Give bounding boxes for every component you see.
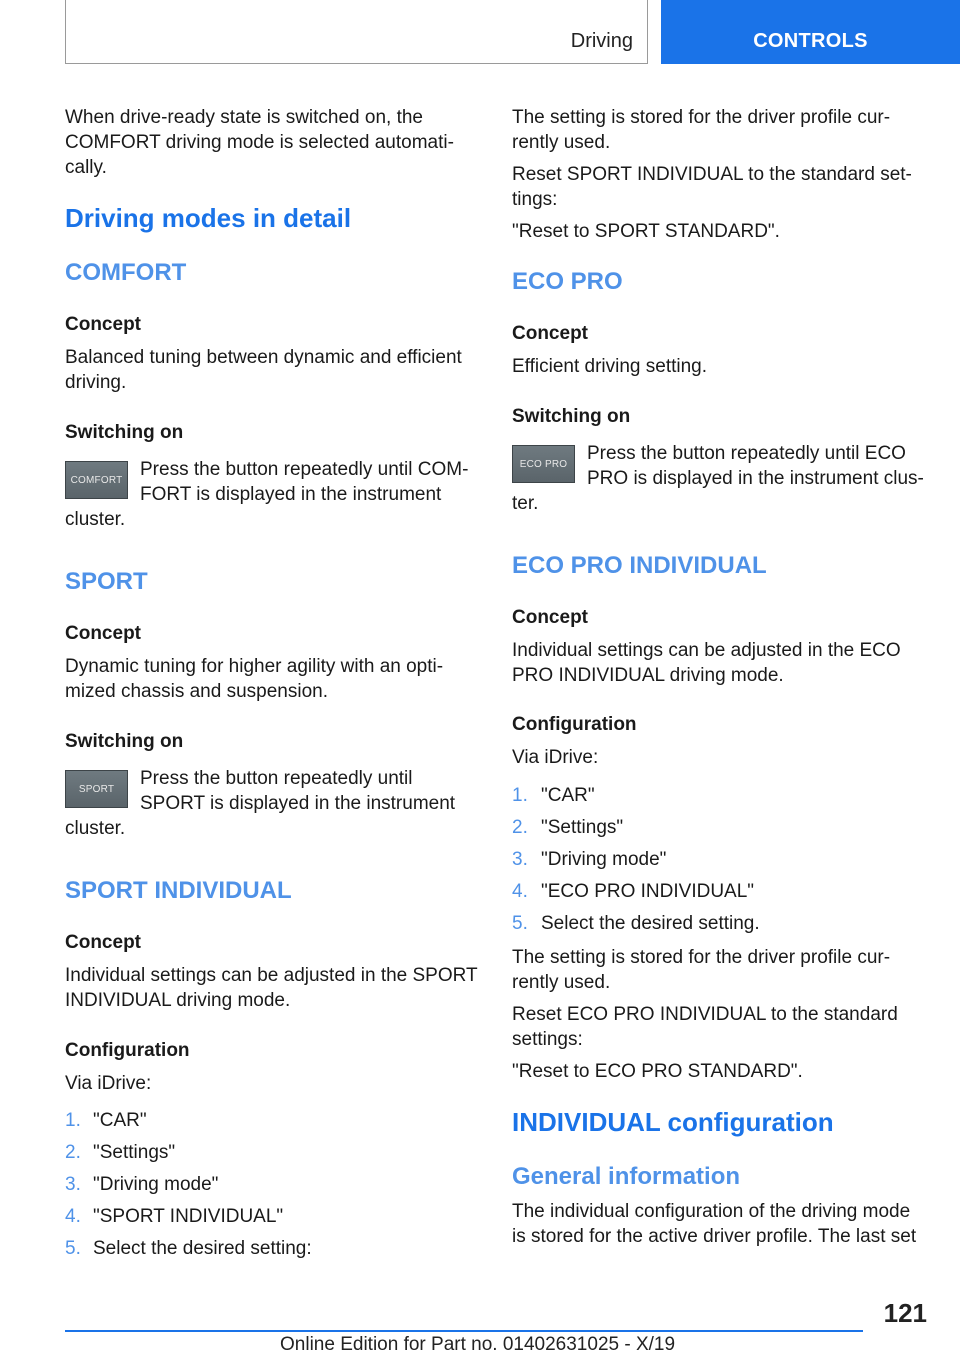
section-title: Driving modes in detail <box>65 203 352 233</box>
sport-button-icon: SPORT <box>65 770 128 808</box>
switch-text: ter. <box>512 493 539 514</box>
list-number: 4. <box>512 881 528 902</box>
eco-pro-button-icon: ECO PRO <box>512 445 575 483</box>
individual-configuration-title: INDIVIDUAL configuration <box>512 1107 834 1137</box>
reset-text: settings: <box>512 1029 583 1050</box>
header-section-box <box>65 0 648 64</box>
header-chapter-title: CONTROLS <box>753 30 868 52</box>
concept-label: Concept <box>65 932 141 953</box>
list-number: 4. <box>65 1206 81 1227</box>
list-item: Select the desired setting. <box>541 913 760 934</box>
list-number: 2. <box>512 817 528 838</box>
general-information-text: The individual configuration of the driving mode <box>512 1201 911 1222</box>
intro-line: When drive-ready state is switched on, the <box>65 107 424 128</box>
comfort-button-icon: COMFORT <box>65 461 128 499</box>
concept-label: Concept <box>512 607 588 628</box>
concept-text: Efficient driving setting. <box>512 356 708 377</box>
switching-on-label: Switching on <box>512 406 631 427</box>
list-number: 3. <box>512 849 528 870</box>
via-idrive: Via iDrive: <box>65 1073 152 1094</box>
footer-edition: Online Edition for Part no. 01402631025 - X/19 <box>280 1334 676 1355</box>
concept-text: Dynamic tuning for higher agility with an opti- <box>65 656 444 677</box>
configuration-label: Configuration <box>512 714 637 735</box>
list-item: "Settings" <box>93 1142 176 1163</box>
switch-text: Press the button repeatedly until <box>140 768 413 789</box>
general-information-heading: General information <box>512 1163 741 1190</box>
switch-text: cluster. <box>65 818 126 839</box>
switch-text: cluster. <box>65 509 126 530</box>
list-item: "Settings" <box>541 817 624 838</box>
concept-text: Individual settings can be adjusted in the SPORT <box>65 965 478 986</box>
page-number: 121 <box>883 1298 927 1328</box>
list-item: Select the desired setting: <box>93 1238 312 1259</box>
heading-sport: SPORT <box>65 568 148 595</box>
header-section-title: Driving <box>570 30 633 52</box>
stored-text: rently used. <box>512 132 611 153</box>
list-number: 5. <box>512 913 528 934</box>
switching-on-label: Switching on <box>65 422 184 443</box>
stored-text: The setting is stored for the driver profile cur- <box>512 107 891 128</box>
list-number: 5. <box>65 1238 81 1259</box>
heading-comfort: COMFORT <box>65 259 187 286</box>
switch-text: Press the button repeatedly until ECO <box>587 443 906 464</box>
heading-eco-pro-individual: ECO PRO INDIVIDUAL <box>512 552 767 579</box>
switch-text: PRO is displayed in the instrument clus- <box>587 468 924 489</box>
configuration-label: Configuration <box>65 1040 190 1061</box>
footer-divider <box>65 1330 863 1332</box>
list-item: "CAR" <box>541 785 595 806</box>
concept-text: mized chassis and suspension. <box>65 681 328 702</box>
concept-label: Concept <box>512 323 588 344</box>
concept-label: Concept <box>65 623 141 644</box>
intro-line: cally. <box>65 157 107 178</box>
list-item: "Driving mode" <box>541 849 667 870</box>
reset-command: "Reset to ECO PRO STANDARD". <box>512 1061 803 1082</box>
switching-on-label: Switching on <box>65 731 184 752</box>
concept-text: Balanced tuning between dynamic and efficient <box>65 347 462 368</box>
stored-text: The setting is stored for the driver profile cur- <box>512 947 891 968</box>
stored-text: rently used. <box>512 972 611 993</box>
reset-command: "Reset to SPORT STANDARD". <box>512 221 780 242</box>
list-item: "Driving mode" <box>93 1174 219 1195</box>
list-item: "ECO PRO INDIVIDUAL" <box>541 881 755 902</box>
switch-text: FORT is displayed in the instrument <box>140 484 442 505</box>
concept-text: Individual settings can be adjusted in the ECO <box>512 640 901 661</box>
list-item: "SPORT INDIVIDUAL" <box>93 1206 284 1227</box>
concept-text: INDIVIDUAL driving mode. <box>65 990 291 1011</box>
concept-text: driving. <box>65 372 127 393</box>
list-number: 2. <box>65 1142 81 1163</box>
header-chapter-tab <box>661 0 960 64</box>
concept-text: PRO INDIVIDUAL driving mode. <box>512 665 784 686</box>
general-information-text: is stored for the active driver profile. The last set <box>512 1226 917 1247</box>
reset-text: tings: <box>512 189 558 210</box>
list-number: 1. <box>512 785 528 806</box>
list-number: 3. <box>65 1174 81 1195</box>
list-number: 1. <box>65 1110 81 1131</box>
switch-text: SPORT is displayed in the instrument <box>140 793 456 814</box>
reset-text: Reset ECO PRO INDIVIDUAL to the standard <box>512 1004 898 1025</box>
reset-text: Reset SPORT INDIVIDUAL to the standard set- <box>512 164 912 185</box>
list-item: "CAR" <box>93 1110 147 1131</box>
intro-line: COMFORT driving mode is selected automati- <box>65 132 454 153</box>
concept-label: Concept <box>65 314 141 335</box>
switch-text: Press the button repeatedly until COM- <box>140 459 469 480</box>
heading-sport-individual: SPORT INDIVIDUAL <box>65 877 292 904</box>
via-idrive: Via iDrive: <box>512 747 599 768</box>
heading-eco-pro: ECO PRO <box>512 268 623 295</box>
